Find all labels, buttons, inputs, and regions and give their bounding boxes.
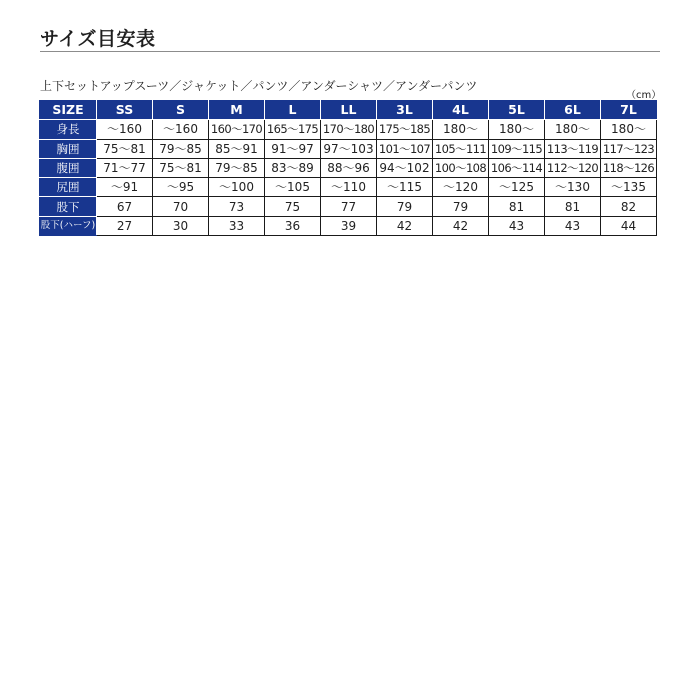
table-cell: 79 — [377, 197, 433, 216]
table-cell: 81 — [489, 197, 545, 216]
table-cell: 75 — [265, 197, 321, 216]
size-header-label: SIZE — [40, 101, 97, 120]
table-cell: 39 — [321, 216, 377, 235]
table-cell: 113～119 — [545, 139, 601, 158]
size-header-cell: 4L — [433, 101, 489, 120]
table-cell: ～105 — [265, 178, 321, 197]
table-cell: ～95 — [153, 178, 209, 197]
table-cell: 30 — [153, 216, 209, 235]
row-label: 股下(ハーフ) — [40, 216, 97, 235]
unit-label: （cm） — [626, 90, 662, 101]
size-header-cell: 7L — [601, 101, 657, 120]
page-title: サイズ目安表 — [40, 28, 156, 50]
table-cell: 71～77 — [97, 158, 153, 177]
size-header-cell: S — [153, 101, 209, 120]
table-cell: 109～115 — [489, 139, 545, 158]
table-cell: 79 — [433, 197, 489, 216]
row-label: 胸囲 — [40, 139, 97, 158]
table-cell: 117～123 — [601, 139, 657, 158]
size-header-cell: LL — [321, 101, 377, 120]
table-row — [40, 216, 657, 235]
table-cell: 106～114 — [489, 158, 545, 177]
table-cell: 79～85 — [153, 139, 209, 158]
table-row — [40, 197, 657, 216]
row-label: 股下 — [40, 197, 97, 216]
table-cell: ～120 — [433, 178, 489, 197]
table-cell: 88～96 — [321, 158, 377, 177]
table-cell: 85～91 — [209, 139, 265, 158]
table-cell: 75～81 — [97, 139, 153, 158]
table-cell: ～115 — [377, 178, 433, 197]
title-divider — [40, 51, 660, 52]
table-row — [40, 178, 657, 197]
table-cell: 180～ — [433, 120, 489, 139]
size-table — [39, 100, 657, 236]
table-row — [40, 120, 657, 139]
table-cell: 105～111 — [433, 139, 489, 158]
table-cell: ～135 — [601, 178, 657, 197]
table-cell: 91～97 — [265, 139, 321, 158]
table-cell: 82 — [601, 197, 657, 216]
row-label: 尻囲 — [40, 178, 97, 197]
size-header-cell: 3L — [377, 101, 433, 120]
table-row — [40, 139, 657, 158]
table-cell: 67 — [97, 197, 153, 216]
table-cell: 75～81 — [153, 158, 209, 177]
table-cell: 94～102 — [377, 158, 433, 177]
product-category-subtitle: 上下セットアップスーツ／ジャケット／パンツ／アンダーシャツ／アンダーパンツ — [40, 79, 478, 93]
table-cell: 36 — [265, 216, 321, 235]
table-cell: 79～85 — [209, 158, 265, 177]
table-row — [40, 158, 657, 177]
table-cell: ～110 — [321, 178, 377, 197]
row-label: 身長 — [40, 120, 97, 139]
table-cell: 97～103 — [321, 139, 377, 158]
table-cell: 83～89 — [265, 158, 321, 177]
table-cell: 73 — [209, 197, 265, 216]
table-cell: 43 — [489, 216, 545, 235]
table-cell: 165～175 — [265, 120, 321, 139]
table-cell: ～125 — [489, 178, 545, 197]
table-cell: 170～180 — [321, 120, 377, 139]
table-cell: 180～ — [545, 120, 601, 139]
table-cell: 118～126 — [601, 158, 657, 177]
table-cell: 180～ — [601, 120, 657, 139]
row-label: 腹囲 — [40, 158, 97, 177]
table-cell: ～91 — [97, 178, 153, 197]
table-cell: 112～120 — [545, 158, 601, 177]
table-cell: 42 — [377, 216, 433, 235]
size-header-cell: 5L — [489, 101, 545, 120]
table-cell: 101～107 — [377, 139, 433, 158]
table-cell: 77 — [321, 197, 377, 216]
header-row — [40, 101, 657, 120]
table-cell: 33 — [209, 216, 265, 235]
table-cell: 81 — [545, 197, 601, 216]
size-header-cell: 6L — [545, 101, 601, 120]
table-cell: 42 — [433, 216, 489, 235]
table-cell: 160～170 — [209, 120, 265, 139]
table-cell: ～100 — [209, 178, 265, 197]
table-cell: ～160 — [153, 120, 209, 139]
table-cell: ～160 — [97, 120, 153, 139]
table-cell: 70 — [153, 197, 209, 216]
table-cell: ～130 — [545, 178, 601, 197]
table-cell: 175～185 — [377, 120, 433, 139]
table-cell: 100～108 — [433, 158, 489, 177]
size-header-cell: L — [265, 101, 321, 120]
size-table-body — [40, 120, 657, 236]
table-cell: 180～ — [489, 120, 545, 139]
table-cell: 27 — [97, 216, 153, 235]
size-table-header — [40, 101, 657, 120]
table-cell: 43 — [545, 216, 601, 235]
size-header-cell: M — [209, 101, 265, 120]
table-cell: 44 — [601, 216, 657, 235]
size-header-cell: SS — [97, 101, 153, 120]
